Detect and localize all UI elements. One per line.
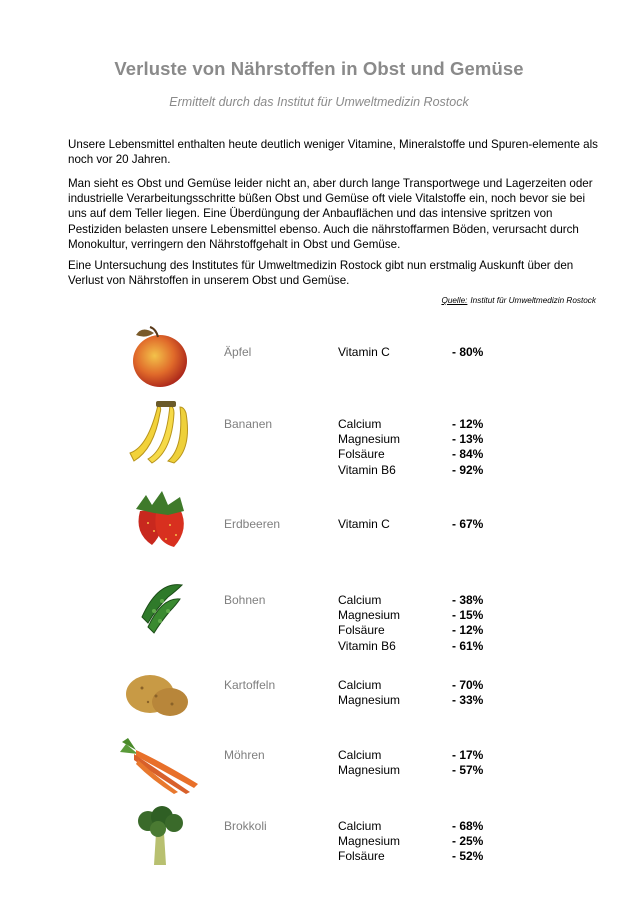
nutrient-list (338, 678, 400, 708)
source-label: Quelle: (441, 296, 468, 305)
nutrient-name: Magnesium (338, 608, 401, 623)
nutrient-loss: - 15% (452, 608, 484, 623)
bean-icon (118, 577, 202, 643)
nutrient-loss: - 84% (452, 447, 484, 462)
nutrient-name: Calcium (338, 417, 382, 431)
food-name: Kartoffeln (224, 678, 276, 692)
nutrient-list (338, 748, 400, 778)
nutrient-name: Vitamin B6 (338, 462, 396, 477)
food-name: Brokkoli (224, 819, 267, 833)
nutrient-loss: - 68% (452, 819, 484, 833)
nutrient-loss: - 61% (452, 638, 484, 653)
nutrient-loss: - 80% (452, 345, 484, 359)
food-name: Erdbeeren (224, 517, 281, 531)
nutrient-loss: - 52% (452, 849, 484, 864)
source-text: Institut für Umweltmedizin Rostock (470, 296, 596, 305)
nutrient-name: Calcium (338, 678, 382, 692)
nutrient-name: Folsäure (338, 849, 385, 864)
nutrient-list (338, 345, 390, 360)
loss-list (452, 517, 483, 532)
loss-list (452, 417, 483, 478)
loss-list (452, 748, 483, 778)
carrot-icon (118, 730, 202, 796)
intro-paragraph: Unsere Lebensmittel enthalten heute deutlich weniger Vitamine, Mineralstoffe und Spuren-elemente als noch vor 20 Jahren. (68, 138, 598, 167)
nutrient-name: Calcium (338, 748, 382, 762)
nutrient-name: Calcium (338, 593, 382, 607)
page-subtitle: Ermittelt durch das Institut für Umweltmedizin Rostock (169, 95, 469, 109)
nutrient-list (338, 517, 390, 532)
nutrient-list (338, 819, 400, 865)
nutrient-loss: - 12% (452, 417, 484, 431)
loss-list (452, 678, 483, 708)
nutrient-loss: - 57% (452, 763, 484, 778)
nutrient-name: Magnesium (338, 834, 401, 849)
loss-list (452, 593, 483, 654)
nutrient-name: Vitamin B6 (338, 638, 396, 653)
banana-icon (118, 399, 202, 465)
page-title: Verluste von Nährstoffen in Obst und Gemüse (114, 58, 524, 79)
food-name: Möhren (224, 748, 265, 762)
body-paragraph: Man sieht es Obst und Gemüse leider nicht an, aber durch lange Transportwege und Lagerzeiten oder industrielle Verarbeitungsschritte büßen Obst und Gemüse oft viele Vitalstoffe ein, noch bevor sie bei uns auf dem Teller liegen. Eine Überdüngung der Anbauflächen und das intensive spritzen von Pestiziden belasten unsere Lebensmittel ebenso. Auch die nährstoffarmen Böden, verursacht durch Monokultur, verringern den Nährstoffgehalt in Obst und Gemüse. (68, 177, 593, 251)
nutrient-name: Folsäure (338, 447, 385, 462)
nutrient-loss: - 70% (452, 678, 484, 692)
loss-list (452, 345, 483, 360)
nutrient-name: Vitamin C (338, 517, 390, 531)
nutrient-name: Magnesium (338, 432, 401, 447)
nutrient-loss: - 38% (452, 593, 484, 607)
nutrient-name: Magnesium (338, 763, 401, 778)
strawberry-icon (118, 483, 202, 549)
nutrient-loss: - 25% (452, 834, 484, 849)
nutrient-loss: - 67% (452, 517, 484, 531)
nutrient-list (338, 593, 400, 654)
nutrient-name: Calcium (338, 819, 382, 833)
nutrient-loss: - 17% (452, 748, 484, 762)
food-name: Bohnen (224, 593, 266, 607)
potato-icon (118, 664, 202, 730)
food-name: Bananen (224, 417, 273, 431)
nutrient-name: Folsäure (338, 623, 385, 638)
nutrient-loss: - 13% (452, 432, 484, 447)
apple-icon (118, 323, 202, 389)
nutrient-name: Magnesium (338, 693, 401, 708)
study-paragraph: Eine Untersuchung des Institutes für Umweltmedizin Rostock gibt nun erstmalig Auskunft über den Verlust von Nährstoffen in unserem Obst und Gemüse. (68, 259, 574, 288)
nutrient-name: Vitamin C (338, 345, 390, 359)
loss-list (452, 819, 483, 865)
nutrient-loss: - 33% (452, 693, 484, 708)
food-name: Äpfel (224, 345, 252, 359)
source-note (441, 296, 596, 305)
nutrient-list (338, 417, 400, 478)
nutrient-loss: - 12% (452, 623, 484, 638)
broccoli-icon (118, 805, 202, 871)
nutrient-loss: - 92% (452, 462, 484, 477)
